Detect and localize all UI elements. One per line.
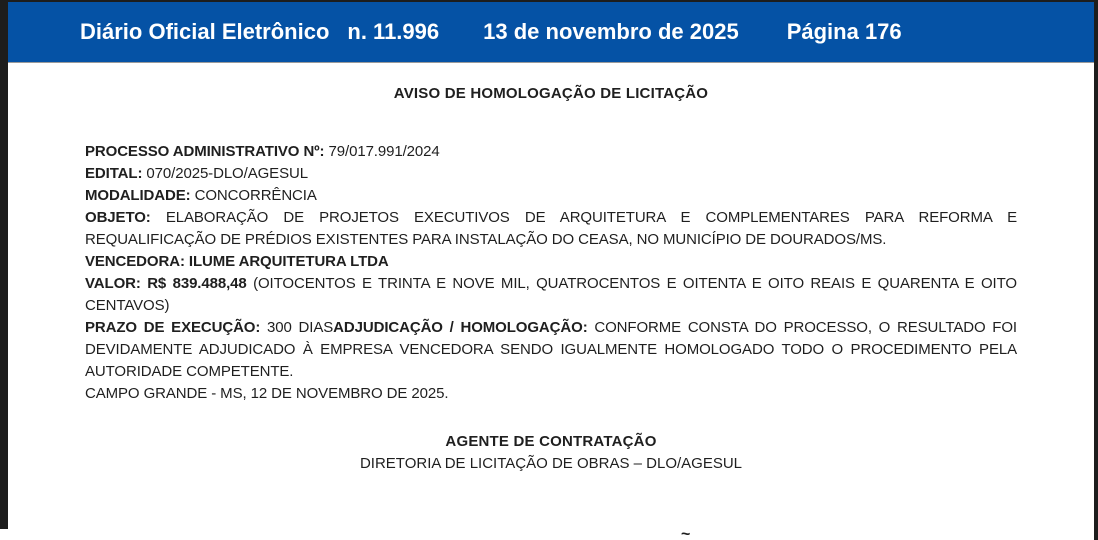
gazette-edition-number: n. 11.996 bbox=[347, 19, 440, 44]
gazette-title: Diário Oficial Eletrônico bbox=[80, 19, 330, 44]
signature-subheading: DIRETORIA DE LICITAÇÃO DE OBRAS – DLO/AGESUL bbox=[359, 455, 743, 472]
gazette-date: 13 de novembro de 2025 bbox=[483, 19, 739, 44]
paragraph-local-data bbox=[85, 383, 1017, 405]
paragraph-processo bbox=[85, 141, 1017, 163]
text-segment: MODALIDADE: bbox=[85, 187, 195, 204]
text-segment: VENCEDORA: ILUME ARQUITETURA LTDA bbox=[85, 253, 389, 270]
paragraph-vencedora bbox=[85, 251, 1017, 273]
text-segment: CONCORRÊNCIA bbox=[194, 187, 317, 204]
document-paragraphs bbox=[85, 141, 1017, 405]
text-segment: EDITAL: bbox=[85, 165, 147, 182]
text-segment: ELABORAÇÃO DE PROJETOS EXECUTIVOS DE ARQUITETURA E COMPLEMENTARES PARA REFORMA E REQUALIFICAÇÃO DE PRÉDIOS EXISTENTES PARA INSTALAÇÃO DO CEASA, NO MUNICÍPIO DE DOURADOS/MS. bbox=[85, 209, 1017, 248]
document-body bbox=[8, 83, 1094, 475]
paragraph-modalidade bbox=[85, 185, 1017, 207]
gazette-page-number: Página 176 bbox=[786, 19, 902, 44]
next-entry-cutoff-tilde-icon: ~ bbox=[681, 526, 691, 540]
viewer-edge-top bbox=[0, 0, 1098, 2]
paragraph-prazo-adjudicacao bbox=[85, 317, 1017, 383]
text-segment: PRAZO DE EXECUÇÃO: bbox=[85, 319, 268, 336]
paragraph-valor bbox=[85, 273, 1017, 317]
text-segment: 070/2025-DLO/AGESUL bbox=[146, 165, 308, 182]
text-segment: VALOR: R$ 839.488,48 bbox=[85, 275, 254, 292]
viewer-edge-left bbox=[0, 0, 8, 529]
viewer-edge-right bbox=[1094, 0, 1098, 540]
text-segment: PROCESSO ADMINISTRATIVO Nº: bbox=[85, 143, 329, 160]
text-segment: CAMPO GRANDE - MS, 12 DE NOVEMBRO DE 2025. bbox=[85, 385, 449, 402]
signature-block bbox=[85, 431, 1017, 475]
gazette-page bbox=[8, 2, 1094, 540]
text-segment: 79/017.991/2024 bbox=[328, 143, 440, 160]
gazette-header bbox=[8, 2, 1094, 63]
text-segment: ADJUDICAÇÃO / HOMOLOGAÇÃO: bbox=[333, 319, 595, 336]
paragraph-edital bbox=[85, 163, 1017, 185]
text-segment: (OITOCENTOS E TRINTA E NOVE MIL, QUATROCENTOS E OITENTA E OITO REAIS E QUARENTA E OITO CENTAVOS) bbox=[85, 275, 1017, 314]
text-segment: 300 DIAS bbox=[267, 319, 334, 336]
text-segment: CONFORME CONSTA DO PROCESSO, O RESULTADO FOI DEVIDAMENTE ADJUDICADO À EMPRESA VENCEDORA SENDO IGUALMENTE HOMOLOGADO TODO O PROCEDIMENTO PELA AUTORIDADE COMPETENTE. bbox=[85, 319, 1017, 380]
signature-heading: AGENTE DE CONTRATAÇÃO bbox=[445, 433, 657, 450]
text-segment: OBJETO: bbox=[85, 209, 166, 226]
notice-title: AVISO DE HOMOLOGAÇÃO DE LICITAÇÃO bbox=[393, 85, 709, 102]
paragraph-objeto bbox=[85, 207, 1017, 251]
